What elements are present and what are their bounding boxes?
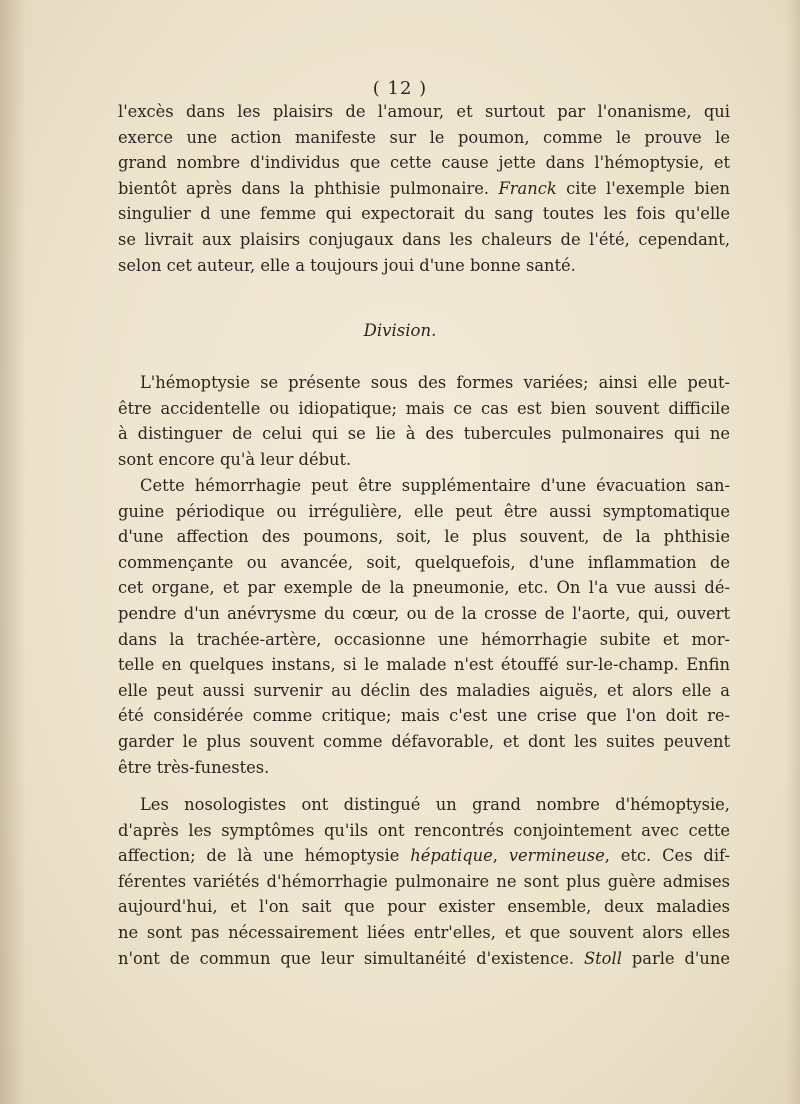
text-line: ne sont pas nécessairement liées entr'elles, et que souvent alors elles (118, 922, 730, 942)
text-line: exerce une action manifeste sur le poumon, comme le prouve le (118, 127, 730, 147)
text-line: L'hémoptysie se présente sous des formes variées; ainsi elle peut- (140, 373, 730, 392)
paragraph (118, 792, 730, 971)
text-line: Cette hémorrhagie peut être supplémentaire d'une évacuation san- (140, 476, 730, 495)
text-line: l'excès dans les plaisirs de l'amour, et surtout par l'onanisme, qui (118, 102, 730, 121)
text-line: à distinguer de celui qui se lie à des tubercules pulmonaires qui ne (118, 424, 730, 444)
text-line: être accidentelle ou idiopatique; mais ce cas est bien souvent difficile (118, 398, 730, 418)
text-line: dans la trachée-artère, occasionne une hémorrhagie subite et mor- (118, 629, 730, 649)
text-line: commençante ou avancée, soit, quelquefois, d'une inflammation de (118, 552, 730, 572)
page-number: ( 12 ) (372, 78, 428, 99)
paragraph (118, 473, 730, 780)
paragraph-continuation (118, 99, 730, 278)
paragraph (118, 370, 730, 472)
text-line: n'ont de commun que leur simultanéité d'existence. Stoll parle d'une (118, 948, 730, 968)
text-line: pendre d'un anévrysme du cœur, ou de la crosse de l'aorte, qui, ouvert (118, 603, 730, 623)
text-line: cet organe, et par exemple de la pneumonie, etc. On l'a vue aussi dé- (118, 578, 730, 598)
text-line: bientôt après dans la phthisie pulmonaire. Franck cite l'exemple bien (118, 178, 730, 198)
text-line: sont encore qu'à leur début. (118, 449, 352, 469)
page-edge-shadow-right (786, 0, 800, 1104)
text-line: selon cet auteur, elle a toujours joui d'une bonne santé. (118, 255, 576, 275)
text-line: affection; de là une hémoptysie hépatique, vermineuse, etc. Ces dif- (118, 846, 730, 866)
text-line: telle en quelques instans, si le malade n'est étouffé sur-le-champ. Enfin (118, 655, 730, 675)
text-line: d'une affection des poumons, soit, le plus souvent, de la phthisie (118, 527, 730, 547)
text-line: elle peut aussi survenir au déclin des maladies aiguës, et alors elle a (118, 680, 730, 700)
text-line: singulier d une femme qui expectorait du sang toutes les fois qu'elle (118, 204, 730, 224)
text-line: férentes variétés d'hémorrhagie pulmonaire ne sont plus guère admises (118, 871, 730, 891)
text-line: se livrait aux plaisirs conjugaux dans les chaleurs de l'été, cependant, (118, 229, 730, 249)
page-edge-shadow (0, 0, 26, 1104)
text-line: grand nombre d'individus que cette cause jette dans l'hémoptysie, et (118, 153, 730, 173)
text-line: garder le plus souvent comme défavorable, et dont les suites peuvent (118, 731, 730, 751)
section-heading: Division. (363, 321, 437, 340)
text-line: aujourd'hui, et l'on sait que pour exister ensemble, deux maladies (118, 897, 730, 917)
text-line: guine périodique ou irrégulière, elle peut être aussi symptomatique (118, 501, 730, 521)
text-line: d'après les symptômes qu'ils ont rencontrés conjointement avec cette (118, 820, 730, 840)
text-line: été considérée comme critique; mais c'est une crise que l'on doit re- (118, 706, 730, 726)
text-line: être très-funestes. (118, 757, 270, 777)
text-line: Les nosologistes ont distingué un grand nombre d'hémoptysie, (140, 795, 730, 814)
